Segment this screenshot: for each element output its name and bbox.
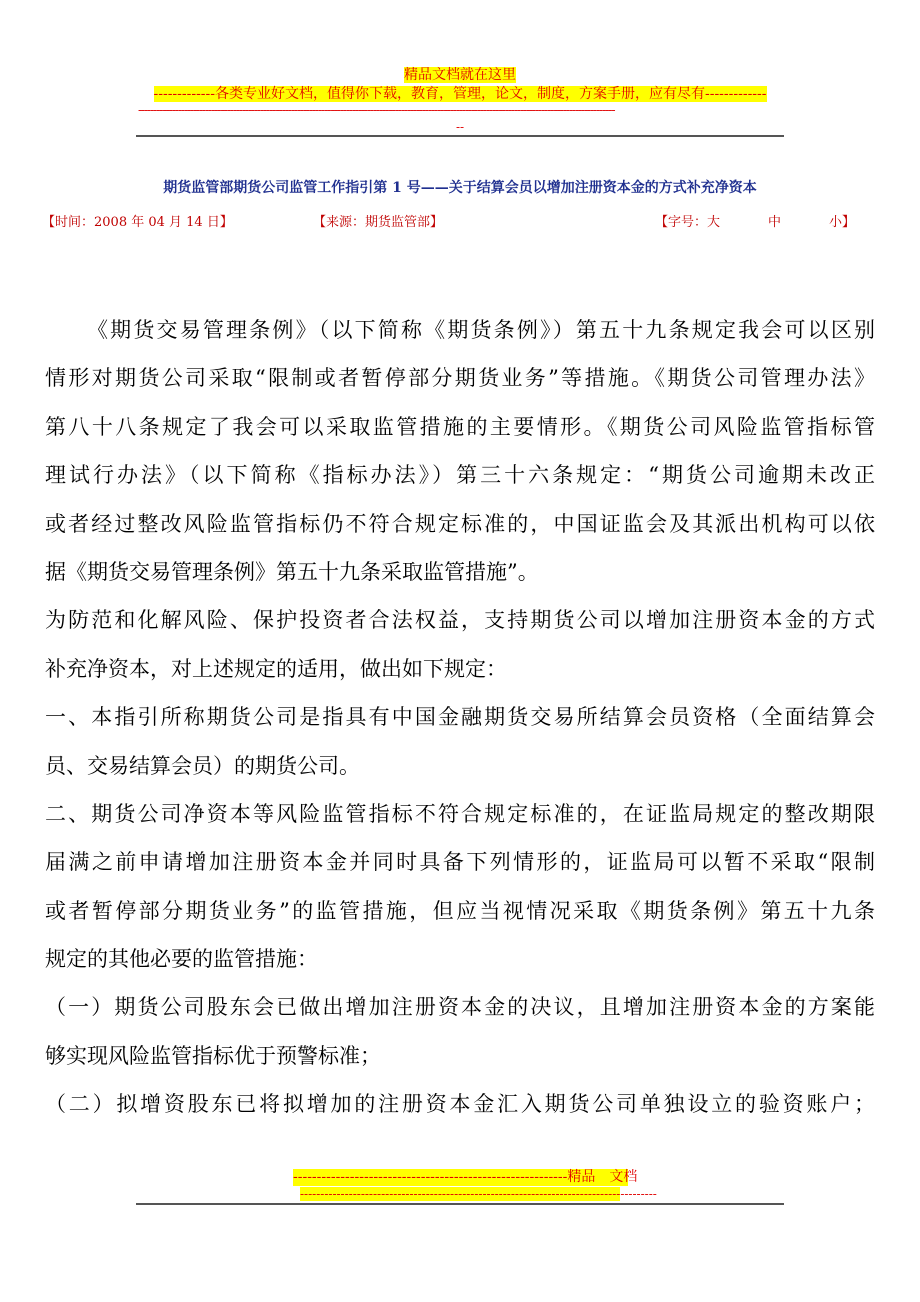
article-body (45, 312, 875, 1135)
body-line: 或者经过整改风险监管指标仍不符合规定标准的，中国证监会及其派出机构可以依 (45, 511, 875, 536)
body-line: 理试行办法》（以下简称《指标办法》）第三十六条规定：“期货公司逾期未改正 (45, 463, 875, 488)
body-line: 为防范和化解风险、保护投资者合法权益，支持期货公司以增加注册资本金的方式 (45, 608, 875, 633)
font-size-small-link[interactable]: 小】 (829, 215, 856, 230)
body-line: 第八十八条规定了我会可以采取监管措施的主要情形。《期货公司风险监管指标管 (45, 414, 875, 439)
header-rule (136, 135, 784, 137)
dash-separator-tail: -- (455, 120, 465, 134)
body-line: 一、本指引所称期货公司是指具有中国金融期货交易所结算会员资格（全面结算会 (45, 705, 875, 730)
body-line: 据《期货交易管理条例》第五十九条采取监管措施”。 (45, 559, 539, 584)
footer-rule (136, 1203, 784, 1205)
footer-banner: ----------------------------------------------------------精品 文档 (293, 1169, 638, 1185)
body-line: （一）期货公司股东会已做出增加注册资本金的决议，且增加注册资本金的方案能 (45, 995, 875, 1020)
font-size-controls (655, 211, 855, 230)
article-title: 期货监管部期货公司监管工作指引第 1 号——关于结算会员以增加注册资本金的方式补充净资本 (163, 180, 757, 196)
body-line: 或者暂停部分期货业务”的监管措施，但应当视情况采取《期货条例》第五十九条 (45, 898, 875, 923)
dash-separator: ------------------------------------------------------------------------------------------------------------------------------------------------------------ (138, 103, 615, 117)
footer-dash: ---------------------------------------------------------------------------------------- (300, 1187, 657, 1201)
font-size-label: 【字号： (655, 215, 708, 230)
body-line: 届满之前申请增加注册资本金并同时具备下列情形的，证监局可以暂不采取“限制 (45, 850, 875, 875)
body-line: 补充净资本，对上述规定的适用，做出如下规定： (45, 656, 507, 681)
article-time: 【时间：2008 年 04 月 14 日】 (42, 215, 233, 230)
body-line: （二）拟增资股东已将拟增加的注册资本金汇入期货公司单独设立的验资账户； (45, 1092, 875, 1117)
body-line: 二、期货公司净资本等风险监管指标不符合规定标准的，在证监局规定的整改期限 (45, 801, 875, 826)
body-line: 《期货交易管理条例》（以下简称《期货条例》）第五十九条规定我会可以区别 (87, 318, 875, 342)
font-size-medium-link[interactable]: 中 (768, 215, 782, 230)
article-source: 【来源：期货监管部】 (313, 215, 444, 230)
body-line: 员、交易结算会员）的期货公司。 (45, 753, 360, 778)
body-line: 规定的其他必要的监管措施： (45, 947, 318, 972)
body-line: 情形对期货公司采取“限制或者暂停部分期货业务”等措施。《期货公司管理办法》 (45, 366, 875, 391)
banner-slogan: -------------各类专业好文档，值得你下载，教育，管理，论文，制度，方案手册，应有尽有------------- (153, 86, 767, 102)
font-size-large-link[interactable]: 大 (707, 215, 721, 230)
banner-title: 精品文档就在这里 (404, 67, 516, 83)
body-line: 够实现风险监管指标优于预警标准； (45, 1043, 381, 1068)
